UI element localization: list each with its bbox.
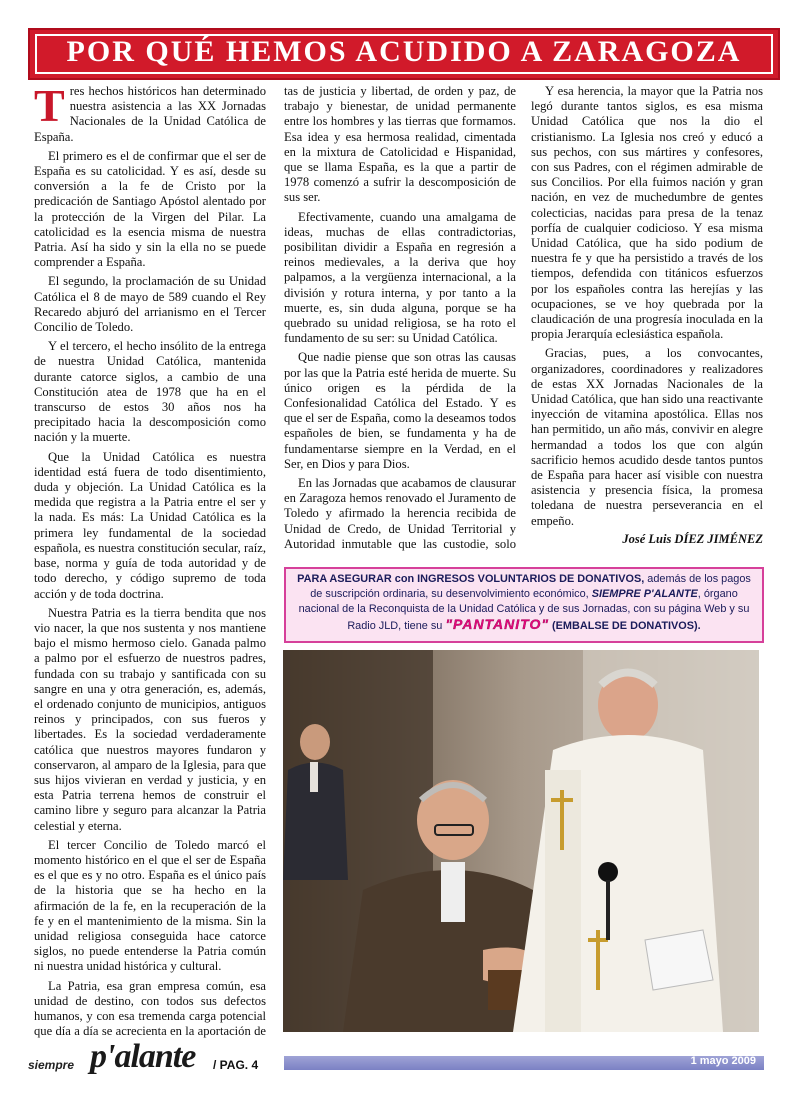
page-title: POR QUÉ HEMOS ACUDIDO A ZARAGOZA: [66, 35, 742, 68]
article-column-1: [34, 84, 266, 1040]
paragraph: Y esa herencia, la mayor que la Patria nos legó durante tantos siglos, es esa misma Unidad Católica que nos la dio el cristianismo. La Iglesia nos creó y educó a sus pechos, con sus mártires y confesores, con sus Padres, con el régimen admirable de sus Concilios. Por ella fuimos nación y gran nación, en vez de muchedumbre de gentes colecticias, nacidas para presa de la tenaz porfía de cualquier codicioso. Y esa misma Unidad Católica, que ha sido podium de nuestra fe y que ha persistido a través de los tiempos, defendida con titánicos esfuerzos por los españoles contra las herejías y las ocupaciones, se ve hoy quebrada por la claudicación de una progresía inoculada en la propia Jerarquía eclesiástica española.: [531, 84, 763, 342]
paragraph: Efectivamente, cuando una amalgama de ideas, muchas de ellas contradictorias, posibilitan dividir a España en regresión a reinos medievales, a la deriva que hoy palpamos, a la vergüenza internacional, a la división y rotura interna, y por tanto a la muerte, es, sin duda alguna, porque se ha quebrado su unidad religiosa, se ha roto el fundamento de su ser: su Unidad Católica.: [284, 209, 516, 346]
paragraph: Que nadie piense que son otras las causas por las que la Patria esté herida de muerte. Su único origen es la pérdida de la Confesionalidad Católica del Estado. Y es que el ser de España, como la deseamos todos españoles de bien, se fundamenta y ha de fundamentarse siempre en la Verdad, en el Ser, en Dios y para Dios.: [284, 350, 516, 471]
issue-date: 1 mayo 2009: [690, 1055, 756, 1067]
donation-notice-end: (EMBALSE DE DONATIVOS).: [549, 620, 701, 632]
donation-notice: [284, 567, 764, 643]
pantanito-label: "PANTANITO": [445, 616, 549, 632]
paragraph: tas de justicia y libertad, de orden y paz, de trabajo y bienestar, de unidad permanente entre los hombres y las tierras que formamos. Esa idea y esa hermosa realidad, cimentada en la mixtura de Catolicidad e Hispanidad, que se llama España, es la que a partir de 1978 comenzó a sufrir la descomposición de sus ser.: [284, 84, 516, 205]
paragraph: El segundo, la proclamación de su Unidad Católica el 8 de mayo de 589 cuando el Rey Recaredo abjuró del arrianismo en el Tercer Concilio de Toledo.: [34, 274, 266, 335]
donation-notice-text: además de los pagos de suscripción ordinaria, su desenvolvimiento económico,: [310, 573, 751, 600]
brand-small-text: siempre: [28, 1058, 75, 1072]
paragraph: Que la Unidad Católica es nuestra identidad está fuera de todo disentimiento, duda y objeción. La Unidad Católica es la medida que registra a la Patria entre el ser y la nada. Es más: La Unidad Católica es la primera ley fundamental de la sociedad española, es nuestra constitución secular, raíz, base, norma y guía de toda autoridad y de todo derecho, y código supremo de toda acción y de toda doctrina.: [34, 449, 266, 601]
paragraph: La Patria, esa gran empresa común, esa unidad de destino, con todos sus defectos humanos, y con esa tremenda carga potencial que día a día se acrecienta en la aportación de: [34, 978, 266, 1039]
event-photo: [283, 650, 759, 1032]
article-column-2: [284, 84, 516, 554]
drop-cap: T: [34, 84, 65, 131]
author-signature: José Luis DÍEZ JIMÉNEZ: [622, 532, 763, 546]
brand-logo: p'alante: [90, 1038, 196, 1075]
paragraph: Y el tercero, el hecho insólito de la entrega de nuestra Unidad Católica, mantenida durante catorce siglos, a cambio de una Constitución atea de 1978 que ha en el transcurso de estos 30 años nos ha precipitado hacia la descomposición como nación y la muerte.: [34, 339, 266, 445]
donation-notice-lead: PARA ASEGURAR con INGRESOS VOLUNTARIOS DE DONATIVOS,: [297, 573, 645, 585]
paragraph: Nuestra Patria es la tierra bendita que nos vio nacer, la que nos sustenta y nos mantiene bajo el mismo hermoso cielo. Ganada palmo a palmo por el esfuerzo de nuestros padres, fundada con su trabajo y santificada con su sangre en una y otra generación, es, además, el ordenado conjunto de municipios, antiguos reinos y principados, con sus fueros y libertades. Es la sociedad verdaderamente católica que nuestros mayores fundaron y conservaron, al amparo de la Iglesia, para que sus hijos vivieran en verdad y justicia, y en esta Patria terrena hemos de construir el camino libre y seguro para alcanzar la Patria celestial y eterna.: [34, 605, 266, 833]
event-photo-illustration: [283, 650, 759, 1032]
paragraph: Tres hechos históricos han determinado nuestra asistencia a las XX Jornadas Nacionales de la Unidad Católica de España.: [34, 84, 266, 144]
paragraph: Gracias, pues, a los convocantes, organizadores, coordinadores y realizadores de estas XX Jornadas Nacionales de la Unidad Católica, que han sido una reactivante inyección de vitamina apostólica. Ellas nos han permitido, un año más, convivir en alegre hermandad a todos los que con algún sacrificio hemos acudido desde tantos puntos de España para hacer así visible con nuestra asistencia y presencia física, la promesa toledana de nuestra perseverancia en el empeño.: [531, 346, 763, 528]
page-number: / PAG. 4: [213, 1058, 259, 1072]
paragraph: El primero es el de confirmar que el ser de España es su catolicidad. Y es así, desde su conversión a la fe de Cristo por la predicación de Santiago Apóstol alentado por la protección de la Virgen del Pilar. La catolicidad es la esencia misma de nuestra Patria. Así ha sido y sin la ella no se puede comprender a España.: [34, 148, 266, 270]
paragraph: En las Jornadas que acabamos de clausurar en Zaragoza hemos renovado el Juramento de Toledo y afirmado la herencia recibida de Unidad de Credo, de Unidad Territorial y Autoridad inmutable que las custodie, solo: [284, 476, 516, 551]
publication-name: SIEMPRE P'ALANTE: [591, 588, 698, 600]
donation-notice-text: , órgano nacional de la Reconquista de la Unidad Católica y de sus Jornadas, con su página Web y su Radio JLD, tiene su: [298, 588, 750, 632]
title-bar: [28, 28, 780, 80]
paragraph: El tercer Concilio de Toledo marcó el momento histórico en el que el ser de España es el que es y no otro. España es el único país de la historia que se ha hecho en la afirmación de la fe, en la recuperación de la fe y en el mantenimiento de la misma. Sin la unidad religiosa conseguida hace catorce siglos, no puede entenderse la Patria común ni nuestra unidad histórica y cultural.: [34, 837, 266, 974]
article-column-3: [531, 84, 763, 554]
